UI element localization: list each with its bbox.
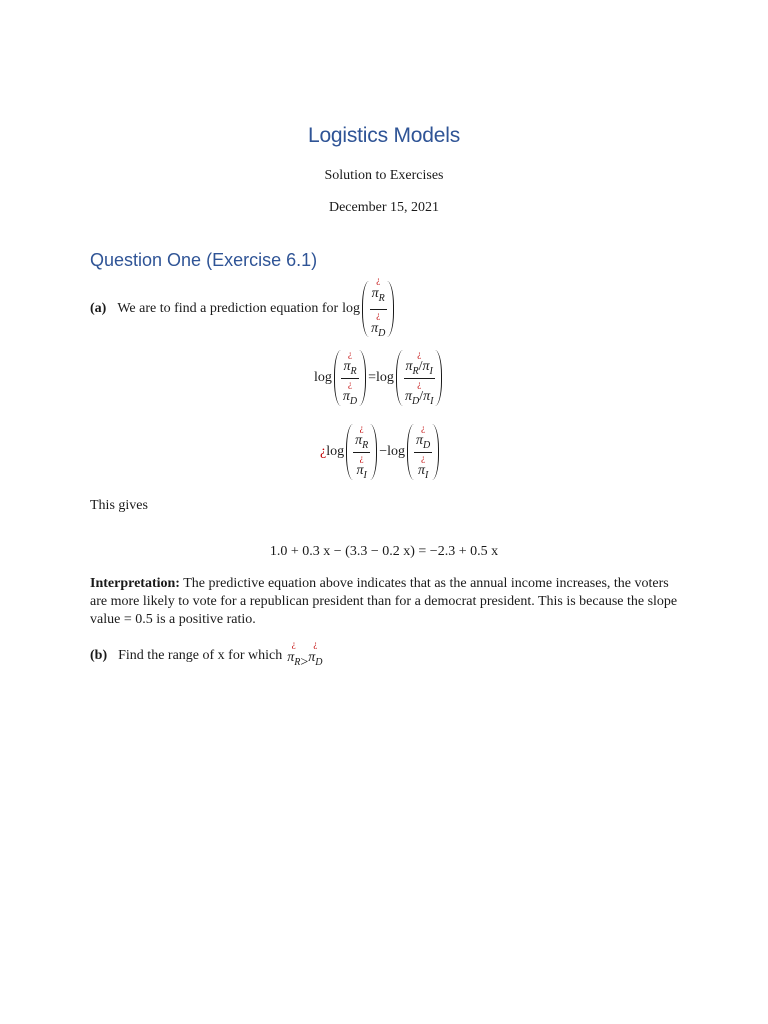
part-a-line — [90, 276, 396, 343]
mark-glyph: ¿ — [376, 309, 381, 320]
pi-symbol: π — [371, 286, 379, 301]
part-a-label: (a) — [90, 301, 107, 317]
right-paren — [432, 424, 439, 480]
log-term: log — [387, 444, 406, 460]
pi-symbol: π — [417, 462, 425, 478]
pi-symbol: π — [423, 388, 431, 404]
fraction-ratio-over-ratio — [403, 350, 436, 407]
gives-text: This gives — [90, 498, 148, 513]
pi-symbol: π — [355, 433, 363, 448]
greater-than-sign: > — [300, 654, 309, 670]
subscript-R: R — [294, 656, 301, 668]
subscript-R: R — [350, 365, 357, 377]
part-b-text: Find the range of x for which — [118, 647, 283, 663]
pi-symbol: π — [371, 320, 379, 336]
part-a-text: We are to find a prediction equation for — [117, 301, 339, 317]
pi-symbol: π — [287, 650, 295, 665]
log-term: log — [326, 444, 345, 460]
part-b-line — [90, 640, 322, 672]
mark-glyph: ¿ — [417, 378, 422, 389]
subscript-I: I — [363, 469, 367, 481]
mark-glyph: ¿ — [313, 639, 318, 649]
section-heading: Question One (Exercise 6.1) — [90, 250, 318, 270]
subscript-D: D — [349, 395, 358, 407]
pi-symbol: π — [356, 462, 364, 478]
pi-symbol: π — [405, 359, 413, 374]
slash: / — [419, 388, 424, 404]
left-paren — [407, 424, 414, 480]
right-paren — [359, 350, 366, 406]
left-paren — [362, 281, 369, 337]
subscript-D: D — [423, 439, 431, 451]
right-paren — [435, 350, 442, 406]
result-equation: 1.0 + 0.3 x − (3.3 − 0.2 x) = −2.3 + 0.5 x — [269, 544, 499, 559]
log-term: log — [314, 370, 332, 386]
fraction-piR-piD — [341, 350, 359, 407]
pi-symbol: π — [416, 433, 424, 448]
fraction-piR-piD — [369, 276, 387, 343]
subscript-D: D — [378, 327, 386, 339]
mark-glyph: ¿ — [417, 349, 422, 359]
equation-line-1 — [314, 350, 444, 407]
mark-glyph: ¿ — [359, 452, 364, 463]
equals-sign: = — [368, 370, 377, 386]
pi-symbol: π — [308, 650, 316, 665]
right-paren — [370, 424, 377, 480]
pi-symbol: π — [343, 359, 351, 374]
part-b-label: (b) — [90, 647, 108, 663]
subscript-I: I — [429, 365, 433, 377]
subscript-I: I — [430, 395, 434, 407]
fraction-piR-piI — [353, 424, 370, 481]
slash: / — [418, 359, 423, 374]
left-paren — [346, 424, 353, 480]
equation-line-2 — [320, 424, 441, 481]
left-paren — [396, 350, 403, 406]
left-paren — [334, 350, 341, 406]
interpretation-label: Interpretation: — [90, 576, 180, 591]
minus-sign: − — [379, 444, 388, 460]
mark-glyph: ¿ — [359, 423, 364, 433]
document-title: Logistics Models — [307, 124, 461, 147]
fraction-piD-piI — [414, 424, 432, 481]
document-date: December 15, 2021 — [328, 200, 440, 215]
subscript-R: R — [362, 439, 369, 451]
mark-glyph: ¿ — [421, 423, 426, 433]
mark-glyph: ¿ — [421, 452, 426, 463]
log-term: log — [376, 370, 394, 386]
mark-glyph: ¿ — [348, 378, 353, 389]
mark-glyph: ¿ — [291, 639, 296, 649]
subscript-D: D — [315, 656, 323, 668]
mark-glyph: ¿ — [348, 349, 353, 359]
mark-glyph: ¿ — [376, 275, 381, 285]
subscript-R: R — [412, 365, 419, 377]
interpretation-paragraph — [90, 575, 680, 629]
subscript-D: D — [411, 395, 420, 407]
log-term: log — [342, 301, 361, 317]
pi-symbol: π — [404, 388, 412, 404]
subscript-I: I — [424, 469, 429, 481]
subscript-R: R — [378, 292, 385, 304]
interpretation-text: The predictive equation above indicates that as the annual income increases, the voters are more likely to vote for a republican president than for a democrat president. This is because the slope value = 0.5 is a positive ratio. — [90, 576, 678, 627]
pi-symbol: π — [342, 388, 350, 404]
mark-glyph: ¿ — [320, 444, 327, 460]
right-paren — [387, 281, 394, 337]
document-subtitle: Solution to Exercises — [324, 168, 444, 183]
inequality — [287, 640, 322, 672]
pi-symbol: π — [422, 359, 430, 374]
